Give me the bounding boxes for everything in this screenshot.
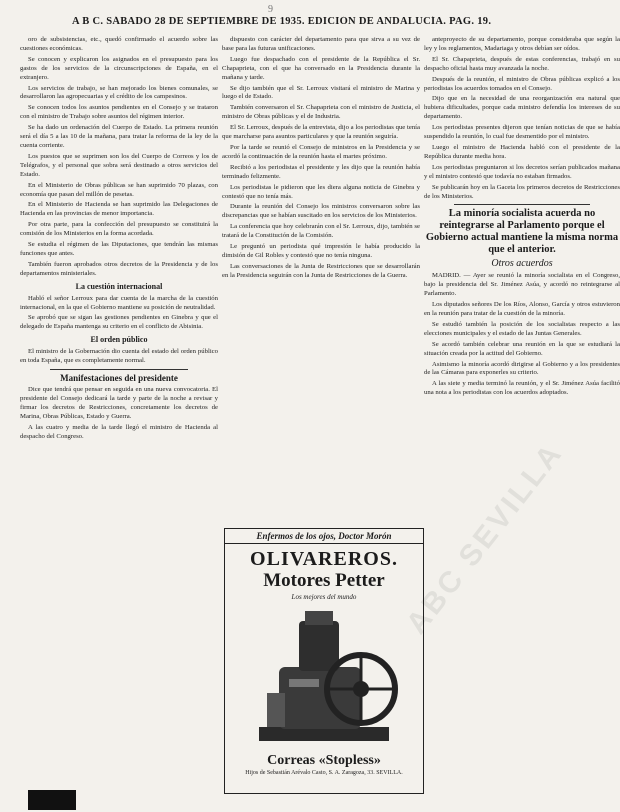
section-heading-public-order: El orden público [90, 335, 148, 345]
paragraph: Luego fue despachado con el presidente de la República el Sr. Chapaprieta, con el que ha conversado en la Presidencia durante la mañana y tarde. [222, 55, 420, 81]
paragraph: Los diputados señores De los Ríos, Alonso, García y otros estuvieron en la reunión para tratar de la cuestión de la minoría. [424, 301, 620, 318]
paragraph: En el Ministerio de Obras públicas se han suprimido 70 plazas, con economía que pasan del millón de pesetas. [20, 181, 218, 198]
ad-product-belts: Correas «Stopless» [267, 753, 381, 768]
paragraph: La conferencia que hoy celebrarán con el Sr. Lerroux, dijo, también se tratará de la Constitución de la Comisión. [222, 223, 420, 240]
paragraph: Asimismo la minoría acordó dirigirse al Gobierno y a los presidentes de las Cámaras para exponerles su criterio. [424, 360, 620, 377]
paragraph: Los periodistas le pidieron que les diera alguna noticia de Ginebra y contestó que no tenía más. [222, 183, 420, 200]
paragraph: A las siete y media terminó la reunión, y el Sr. Jiménez Asúa facilitó una nota a los periodistas con los acuerdos adoptados. [424, 380, 620, 397]
paragraph: El ministro de la Gobernación dio cuenta del estado del orden público en toda España, que es completamente normal. [20, 348, 218, 365]
corner-mark [28, 790, 76, 810]
paragraph: Recibió a los periodistas el presidente y les dijo que la reunión había terminado felizmente. [222, 163, 420, 180]
paragraph: MADRID. — Ayer se reunió la minoría socialista en el Congreso, bajo la presidencia del Sr. Jiménez Asúa, y acordó no reintegrarse al Parlamento. [424, 272, 620, 298]
ad-brand: OLIVAREROS. [250, 548, 398, 570]
paragraph: Se conocen todos los asuntos pendientes en el Consejo y se trataron con el ministro de Trabajo sobre asuntos del régimen interior. [20, 104, 218, 121]
page-header: A B C. SÁBADO 28 DE SEPTIEMBRE DE 1935. EDICIÓN DE ANDALUCÍA. PAG. 19. [72, 16, 492, 27]
paragraph: Los periodistas preguntaron si los decretos serían publicados mañana y el ministro contestó que todavía no estaban firmados. [424, 163, 620, 180]
paragraph: Se dijo también que el Sr. Lerroux visitará el ministro de Marina y luego el de Estado. [222, 84, 420, 101]
paragraph: Los puestos que se suprimen son los del Cuerpo de Correos y los de Telégrafos, y el personal que sobra será destinado a otros servicios del Estado. [20, 152, 218, 178]
paragraph: También fueron aprobados otros decretos de la Presidencia y de los departamentos ministeriales. [20, 260, 218, 277]
paragraph: Se acordó también celebrar una reunión en la que se estudiará la situación creada por la actitud del Gobierno. [424, 340, 620, 357]
column-3 [424, 36, 620, 400]
column-2 [222, 36, 420, 283]
engine-illustration-icon [249, 603, 399, 751]
paragraph: oro de subsistencias, etc., quedó confirmado el acuerdo sobre las cuestiones económicas. [20, 36, 218, 52]
page-marker: 9 [268, 4, 273, 15]
paragraph: Los servicios de trabajo, se han mejorado los bienes comunales, se desarrollaron las agropecuarias y el crédito de los campesinos. [20, 84, 218, 101]
paragraph: A las cuatro y media de la tarde llegó el ministro de Hacienda al despacho del Congreso. [20, 423, 218, 440]
section-heading-international: La cuestión internacional [75, 281, 163, 291]
paragraph: En el Ministerio de Hacienda se han suprimido las Delegaciones de Hacienda en las provincias de menor importancia. [20, 201, 218, 218]
section-heading-president: Manifestaciones del presidente [60, 373, 178, 384]
divider [50, 369, 188, 370]
ad-product: Motores Petter [263, 570, 385, 591]
paragraph: Por la tarde se reunió el Consejo de ministros en la Presidencia y se acordó la continuación de la reunión hasta el martes próximo. [222, 143, 420, 160]
paragraph: El Sr. Lerroux, después de la entrevista, dijo a los periodistas que tenía que marcharse para asuntos particulares y que la reunión seguiría. [222, 124, 420, 141]
column-1 [20, 36, 218, 444]
section-heading-other-agreements: Otros acuerdos [491, 258, 553, 270]
paragraph: Dice que tendrá que pensar en seguida en una nueva convocatoria. El presidente del Consejo dedicará la tarde y parte de la noche a revisar y firmar los decretos de Restricciones, concretamente los decretos de Marina, Obras Públicas, Estado y Guerra. [20, 386, 218, 420]
paragraph: Después de la reunión, el ministro de Obras públicas explicó a los periodistas los acuerdos tomados en el Consejo. [424, 75, 620, 92]
paragraph: Se estudia el régimen de las Diputaciones, que tendrán las mismas funciones que antes. [20, 241, 218, 257]
paragraph: Por otra parte, para la confección del presupuesto se constituirá la comisión de los Ministerios en la forma acordada. [20, 221, 218, 238]
paragraph: Durante la reunión del Consejo los ministros conversaron sobre las discrepancias que se habían suscitado en los servicios de los Ministerios. [222, 203, 420, 220]
divider [454, 204, 590, 205]
paragraph: Luego el ministro de Hacienda habló con el presidente de la República durante media hora. [424, 143, 620, 160]
ad-top-banner: Enfermos de los ojos, Doctor Morón [225, 529, 423, 544]
paragraph: Habló el señor Lerroux para dar cuenta de la marcha de la cuestión internacional, en la que el Gobierno mantiene su posición de neutralidad. [20, 294, 218, 311]
headline-socialist-minority: La minoría socialista acuerda no reintegrarse al Parlamento porque el Gobierno actual mantiene la misma norma que el anterior. [425, 208, 619, 256]
paragraph: Se conocen y explicaron los asignados en el presupuesto para los gastos de los servicios de la circunscripciones de España, en el extranjero. [20, 55, 218, 81]
paragraph: anteproyecto de su departamento, porque consideraba que según la ley y los reglamentos, Madariaga y otros debían ser oídos. [424, 36, 620, 52]
paragraph: Dijo que en la necesidad de una reorganización era natural que hubiera dificultades, porque cada ministro defendía los intereses de su departamento. [424, 95, 620, 121]
paragraph: Se aprobó que se sigan las gestiones pendientes en Ginebra y que el delegado de España mantenga su criterio en el conflicto de Abisinia. [20, 314, 218, 331]
ad-tagline: Los mejores del mundo [291, 593, 357, 601]
paragraph: Le preguntó un periodista qué impresión le había producido la dimisión de Gil Robles y contestó que no tenía ninguna. [222, 243, 420, 259]
paragraph: dispuesto con carácter del departamento para que sirva a su vez de base para las futuras unificaciones. [222, 36, 420, 52]
paragraph: El Sr. Chapaprieta, después de estas conferencias, trabajó en su despacho oficial hasta muy avanzada la noche. [424, 55, 620, 72]
advertisement-petter-motors [224, 528, 424, 794]
paragraph: Los periodistas presentes dijeron que tenían noticias de que se había suspendido la reunión, lo cual fue desmentido por el ministro. [424, 124, 620, 141]
paragraph: Se ha dado un ordenación del Cuerpo de Estado. La primera reunión será el día 5 a las 10 de la mañana, para tratar la reforma de la ley de la cuenta corriente. [20, 124, 218, 149]
ad-address: Hijos de Sebastián Arévalo Casto, S. A. Zaragoza, 33. SEVILLA. [245, 770, 403, 776]
watermark: ABC SEVILLA [400, 436, 570, 641]
paragraph: Las conversaciones de la Junta de Restricciones que se desarrollarán en la Presidencia seguirán con la Junta de Restricciones de la Guerra. [222, 262, 420, 279]
paragraph: Se publicarán hoy en la Gaceta los primeros decretos de Restricciones de los Ministerios. [424, 183, 620, 200]
paragraph: Se estudió también la posición de los socialistas respecto a las elecciones municipales y el estado de las Juntas Generales. [424, 320, 620, 337]
paragraph: También conversaron el Sr. Chapaprieta con el ministro de Justicia, el ministro de Obras públicas y el de Industria. [222, 104, 420, 121]
